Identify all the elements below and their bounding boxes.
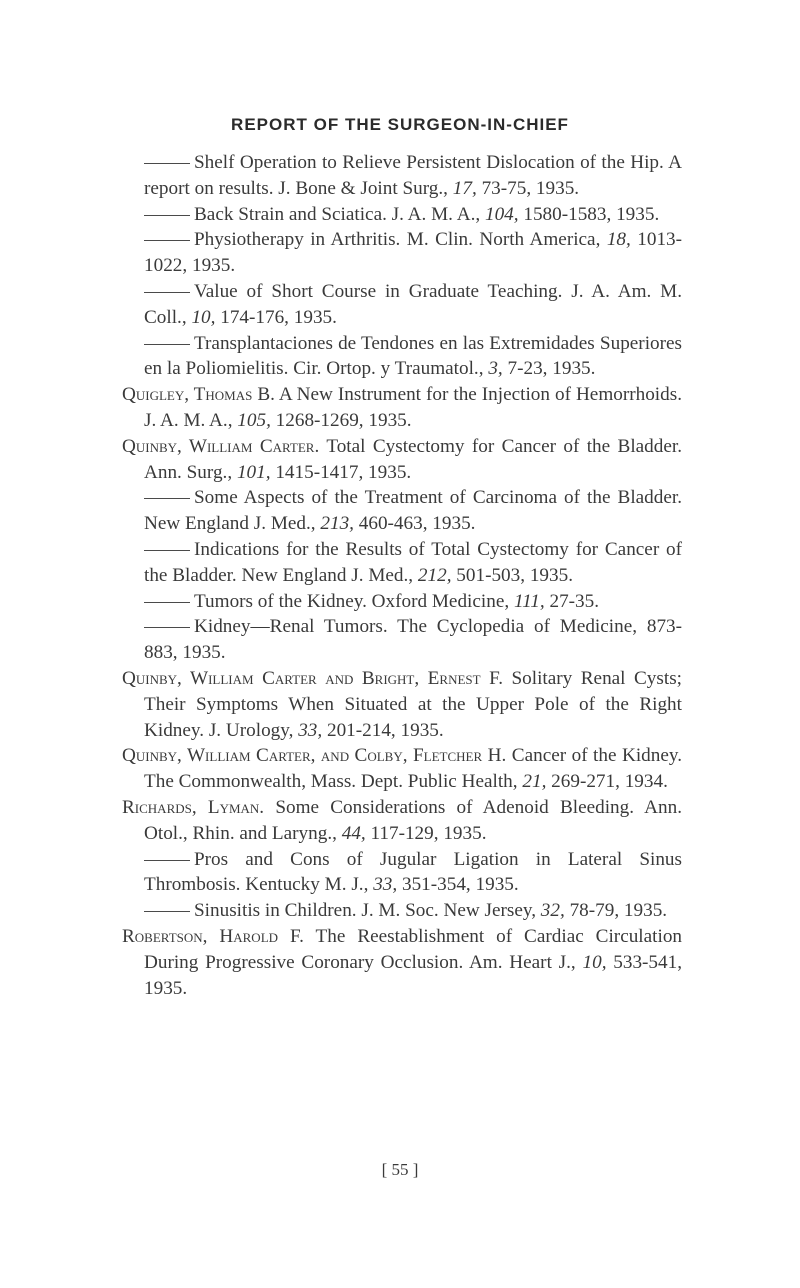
page-header: REPORT OF THE SURGEON-IN-CHIEF <box>231 115 569 134</box>
entry-volume: 32, <box>540 900 565 922</box>
bibliography-entry <box>122 898 682 924</box>
entry-title: The Reestablishment of Cardiac Circulation During Progressive Coronary Occlusion. Am. Heart J., <box>144 925 683 973</box>
bibliography-entry <box>122 924 682 1001</box>
bibliography-entry <box>122 382 682 434</box>
bibliography-entry <box>122 202 682 228</box>
bibliography-entry <box>122 537 682 589</box>
bibliography-entry <box>122 227 682 279</box>
ditto-dash <box>144 292 190 293</box>
entry-pages-year: 117-129, 1935. <box>370 822 487 844</box>
entry-pages-year: 533-541, 1935. <box>144 951 682 999</box>
entry-volume: 104, <box>484 203 519 225</box>
entry-pages-year: 201-214, 1935. <box>326 719 444 741</box>
ditto-dash <box>144 163 190 164</box>
entry-volume: 33, <box>373 874 398 896</box>
ditto-dash <box>144 344 190 345</box>
entry-volume: 10, <box>582 951 607 973</box>
bibliography-entry <box>122 485 682 537</box>
entry-volume: 44, <box>341 822 366 844</box>
entry-pages-year: 27-35. <box>549 590 600 612</box>
entry-author: Quinby, William Carter and Bright, Ernest F. <box>122 667 503 689</box>
entry-title: Back Strain and Sciatica. J. A. M. A., <box>194 203 481 225</box>
bibliography-entry <box>122 614 682 666</box>
entry-pages-year: 501-503, 1935. <box>456 564 573 586</box>
entry-title: Kidney—Renal Tumors. The Cyclopedia of Medicine, <box>194 616 638 638</box>
entry-volume: 21, <box>522 771 547 793</box>
ditto-dash <box>144 860 190 861</box>
entry-title: Shelf Operation to Relieve Persistent Dislocation of the Hip. A report on results. J. Bone & Joint Surg., <box>144 152 682 199</box>
entry-pages-year: 1580-1583, 1935. <box>523 203 660 225</box>
entry-pages-year: 269-271, 1934. <box>551 771 668 793</box>
bibliography-entry <box>122 795 682 847</box>
entry-volume: 3, <box>488 358 503 380</box>
entry-pages-year: 174-176, 1935. <box>220 306 337 328</box>
page-number: [ 55 ] <box>381 1160 419 1179</box>
entry-author: Robertson, Harold F. <box>122 925 304 947</box>
entry-pages-year: 873-883, 1935. <box>144 616 683 664</box>
entry-pages-year: 1268-1269, 1935. <box>275 409 412 431</box>
entry-volume: 18, <box>606 229 631 251</box>
bibliography-entry <box>122 847 682 899</box>
entry-title: Value of Short Course in Graduate Teaching. J. A. Am. M. Coll., <box>144 280 682 328</box>
entry-pages-year: 351-354, 1935. <box>401 874 519 896</box>
entry-pages-year: 73-75, 1935. <box>481 177 580 199</box>
bibliography-entry <box>122 666 682 743</box>
entry-volume: 101, <box>236 461 271 483</box>
entry-title: Sinusitis in Children. J. M. Soc. New Jersey, <box>194 900 536 922</box>
entry-pages-year: 1415-1417, 1935. <box>275 461 412 483</box>
entry-pages-year: 7-23, 1935. <box>507 358 596 380</box>
entry-author: Richards, Lyman. <box>122 796 265 818</box>
entry-volume: 213, <box>320 513 354 535</box>
entry-title: Some Aspects of the Treatment of Carcinoma of the Bladder. New England J. Med., <box>144 487 682 535</box>
ditto-dash <box>144 911 190 912</box>
entry-title: Tumors of the Kidney. Oxford Medicine, <box>194 590 510 612</box>
entry-title: Cancer of the Kidney. The Commonwealth, Mass. Dept. Public Health, <box>144 745 683 793</box>
bibliography-entry <box>122 589 682 615</box>
ditto-dash <box>144 627 190 628</box>
entry-volume: 17, <box>452 177 477 199</box>
entry-title: Transplantaciones de Tendones en las Extremidades Superiores en la Poliomielitis. Cir. Ortop. y Traumatol., <box>144 332 682 380</box>
entry-title: Solitary Renal Cysts; Their Symptoms When Situated at the Upper Pole of the Right Kidney. J. Urology, <box>144 667 682 741</box>
entry-pages-year: 460-463, 1935. <box>358 513 476 535</box>
entry-author: Quigley, Thomas B. <box>122 384 275 406</box>
ditto-dash <box>144 498 190 499</box>
entry-volume: 10, <box>191 306 216 328</box>
entry-pages-year: 1013-1022, 1935. <box>144 229 683 277</box>
ditto-dash <box>144 215 190 216</box>
entry-title: Physiotherapy in Arthritis. M. Clin. North America, <box>194 229 601 251</box>
entry-author: Quinby, William Carter, and Colby, Fletcher H. <box>122 745 507 767</box>
entry-title: Total Cystectomy for Cancer of the Bladder. Ann. Surg., <box>144 435 683 483</box>
entry-title: Some Considerations of Adenoid Bleeding. Ann. Otol., Rhin. and Laryng., <box>144 796 682 844</box>
entry-title: Indications for the Results of Total Cystectomy for Cancer of the Bladder. New England J. Med., <box>144 538 682 586</box>
bibliography-entry <box>122 150 682 202</box>
bibliography-entry <box>122 434 682 486</box>
ditto-dash <box>144 240 190 241</box>
entry-volume: 212, <box>417 564 452 586</box>
ditto-dash <box>144 550 190 551</box>
entry-pages-year: 78-79, 1935. <box>569 900 668 922</box>
bibliography-entry <box>122 331 682 383</box>
entry-volume: 33, <box>298 719 323 741</box>
entry-title: Pros and Cons of Jugular Ligation in Lateral Sinus Thrombosis. Kentucky M. J., <box>144 848 682 896</box>
bibliography-entry <box>122 743 682 795</box>
bibliography-entry <box>122 279 682 331</box>
ditto-dash <box>144 602 190 603</box>
entry-author: Quinby, William Carter. <box>122 435 320 457</box>
entry-title: A New Instrument for the Injection of Hemorrhoids. J. A. M. A., <box>144 384 682 431</box>
bibliography-list <box>122 150 682 1001</box>
entry-volume: 111, <box>513 590 545 612</box>
entry-volume: 105, <box>237 409 271 431</box>
